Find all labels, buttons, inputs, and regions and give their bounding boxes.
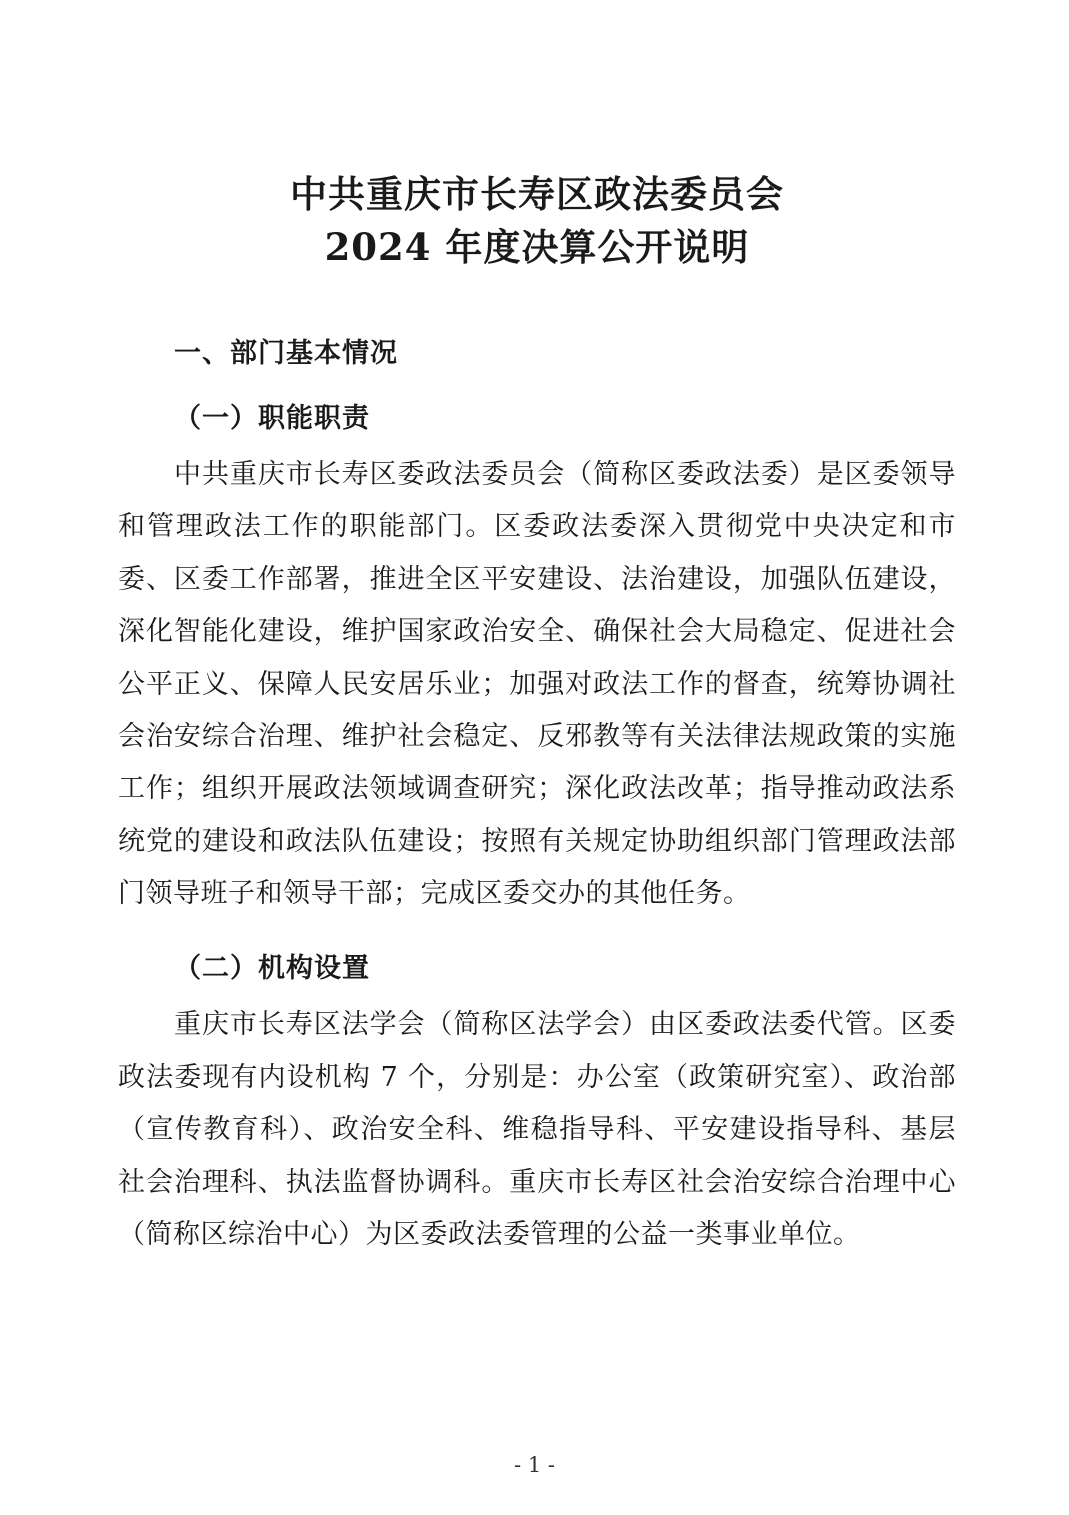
page-title-line-2: 2024 年度决算公开说明	[324, 224, 750, 269]
subsection-heading-duties: （一）职能职责	[174, 403, 370, 435]
section-heading-basic-info: 一、部门基本情况	[174, 338, 398, 370]
paragraph-org-structure: 重庆市长寿区法学会（简称区法学会）由区委政法委代管。区委政法委现有内设机构 7 个，分别是：办公室（政策研究室）、政治部（宣传教育科）、政治安全科、维稳指导科、平安建设指导科、基层社会治理科、执法监督协调科。重庆市长寿区社会治安综合治理中心（简称区综治中心）为区委政法委管理的公益一类事业单位。	[118, 1009, 956, 1250]
page-number: - 1 -	[514, 1453, 555, 1477]
page-title	[118, 0, 956, 273]
subsection-heading-org-structure: （二）机构设置	[174, 953, 370, 985]
page-title-line-1: 中共重庆市长寿区政法委员会	[290, 172, 784, 216]
paragraph-duties: 中共重庆市长寿区委政法委员会（简称区委政法委）是区委领导和管理政法工作的职能部门。区委政法委深入贯彻党中央决定和市委、区委工作部署，推进全区平安建设、法治建设，加强队伍建设，深化智能化建设，维护国家政治安全、确保社会大局稳定、促进社会公平正义、保障人民安居乐业；加强对政法工作的督查，统筹协调社会治安综合治理、维护社会稳定、反邪教等有关法律法规政策的实施工作；组织开展政法领域调查研究；深化政法改革；指导推动政法系统党的建设和政法队伍建设；按照有关规定协助组织部门管理政法部门领导班子和领导干部；完成区委交办的其他任务。	[118, 459, 956, 910]
document-content	[118, 0, 956, 1261]
